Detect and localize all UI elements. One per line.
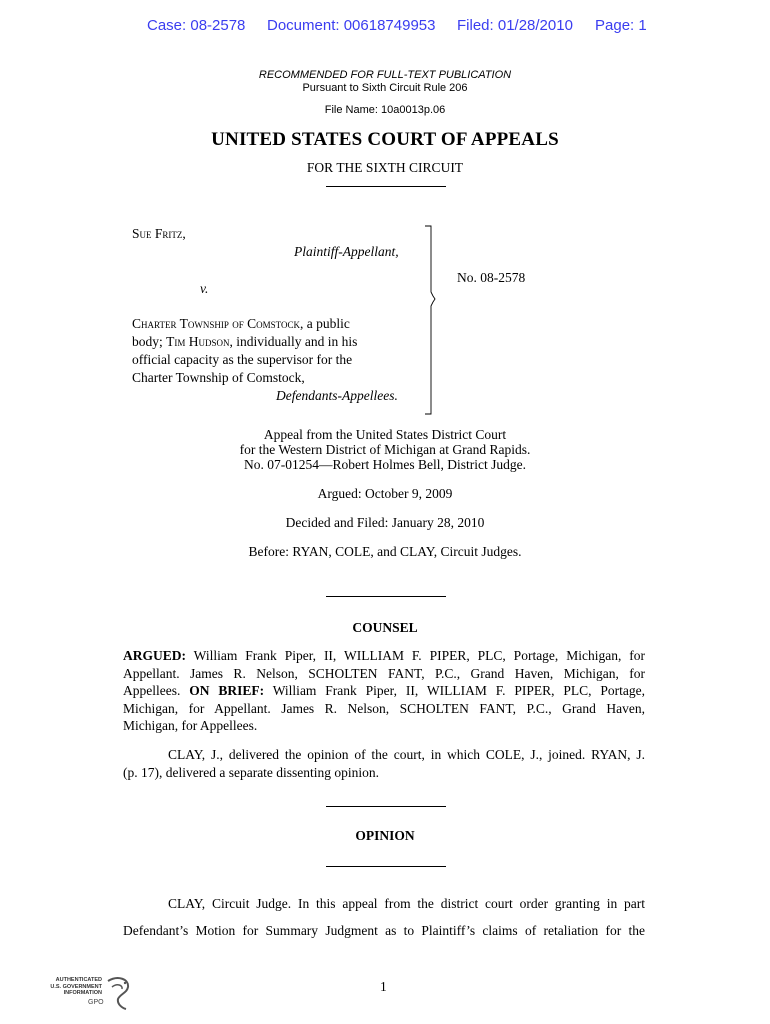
counsel-line-4: Michigan, for Appellant. James R. Nelson, SCHOLTEN FANT, P.C., Grand Haven, bbox=[123, 700, 645, 716]
publication-rule: Pursuant to Sixth Circuit Rule 206 bbox=[302, 82, 468, 94]
seal-line-1: AUTHENTICATED bbox=[55, 977, 102, 983]
counsel-line-5: Michigan, for Appellees. bbox=[123, 718, 258, 733]
argued-date: Argued: October 9, 2009 bbox=[317, 486, 453, 501]
caption-bracket bbox=[423, 224, 443, 418]
seal-gpo: GPO bbox=[88, 999, 104, 1006]
defendant-township-name: Charter Township of Comstock bbox=[132, 316, 300, 331]
seal-line-3: INFORMATION bbox=[63, 990, 102, 996]
versus: v. bbox=[200, 281, 209, 296]
defendant-line-2-rest: , individually and in his bbox=[229, 334, 358, 349]
header-document: Document: 00618749953 bbox=[267, 17, 436, 34]
decided-date: Decided and Filed: January 28, 2010 bbox=[285, 515, 485, 530]
appeal-line-1: Appeal from the United States District Court bbox=[263, 427, 507, 442]
opinion-line-1: CLAY, Circuit Judge. In this appeal from the district court order granting in part bbox=[168, 896, 645, 911]
docket-number: No. 08-2578 bbox=[457, 270, 526, 285]
header-filed: Filed: 01/28/2010 bbox=[457, 17, 573, 34]
plaintiff-role: Plaintiff-Appellant, bbox=[294, 244, 399, 259]
panel-judges: Before: RYAN, COLE, and CLAY, Circuit Judges. bbox=[248, 544, 522, 559]
court-title: UNITED STATES COURT OF APPEALS bbox=[211, 129, 559, 150]
court-circuit: FOR THE SIXTH CIRCUIT bbox=[306, 160, 464, 175]
title-divider bbox=[326, 186, 446, 187]
divider-before-counsel bbox=[326, 596, 446, 597]
delivery-paragraph bbox=[123, 746, 645, 781]
delivery-line-1: CLAY, J., delivered the opinion of the court, in which COLE, J., joined. RYAN, J. bbox=[168, 747, 645, 762]
counsel-heading: COUNSEL bbox=[352, 620, 418, 635]
opinion-paragraph bbox=[123, 890, 645, 944]
defendant-role: Defendants-Appellees. bbox=[276, 388, 398, 403]
counsel-line-3-pre: Appellees. bbox=[123, 683, 190, 698]
opinion-heading: OPINION bbox=[355, 828, 415, 843]
header-case: Case: 08-2578 bbox=[147, 17, 246, 34]
argued-label: ARGUED: bbox=[123, 648, 186, 663]
counsel-line-2: Appellant. James R. Nelson, SCHOLTEN FANT, P.C., Grand Haven, Michigan, for bbox=[123, 665, 645, 681]
defendant-line-2-pre: body; bbox=[132, 334, 167, 349]
defendant-line-4: Charter Township of Comstock, bbox=[132, 370, 305, 385]
opinion-line-2: Defendant’s Motion for Summary Judgment as to Plaintiff’s claims of retaliation for the bbox=[123, 923, 645, 938]
defendant-line-3: official capacity as the supervisor for the bbox=[132, 352, 353, 367]
defendant-line-2 bbox=[132, 334, 357, 350]
publication-recommended: RECOMMENDED FOR FULL-TEXT PUBLICATION bbox=[258, 69, 512, 81]
page-number: 1 bbox=[380, 979, 387, 994]
ecf-header bbox=[0, 17, 770, 37]
defendant-line-1-rest: , a public bbox=[299, 316, 350, 331]
on-brief-label: ON BRIEF: bbox=[189, 683, 265, 698]
appeal-line-2: for the Western District of Michigan at Grand Rapids. bbox=[239, 442, 531, 457]
seal-line-2: U.S. GOVERNMENT bbox=[50, 983, 102, 990]
file-name: File Name: 10a0013p.06 bbox=[324, 104, 446, 116]
delivery-line-2: (p. 17), delivered a separate dissenting opinion. bbox=[123, 764, 380, 780]
counsel-line-1 bbox=[123, 647, 645, 665]
counsel-line-3-rest: William Frank Piper, II, WILLIAM F. PIPER, PLC, Portage, bbox=[264, 683, 645, 698]
eagle-icon bbox=[102, 975, 132, 1015]
appeal-line-3: No. 07-01254—Robert Holmes Bell, District Judge. bbox=[244, 457, 526, 472]
divider-after-opinion bbox=[326, 866, 446, 867]
plaintiff-name: Sue Fritz, bbox=[132, 226, 186, 241]
counsel-line-3 bbox=[123, 682, 645, 700]
counsel-paragraph bbox=[123, 647, 645, 735]
divider-before-opinion bbox=[326, 806, 446, 807]
defendant-hudson-name: Tim Hudson bbox=[166, 334, 230, 349]
defendant-line-1 bbox=[132, 316, 350, 332]
gpo-authentication-seal bbox=[44, 975, 134, 1017]
header-page: Page: 1 bbox=[595, 17, 647, 34]
counsel-line-1-rest: William Frank Piper, II, WILLIAM F. PIPER, PLC, Portage, Michigan, for bbox=[186, 648, 645, 663]
